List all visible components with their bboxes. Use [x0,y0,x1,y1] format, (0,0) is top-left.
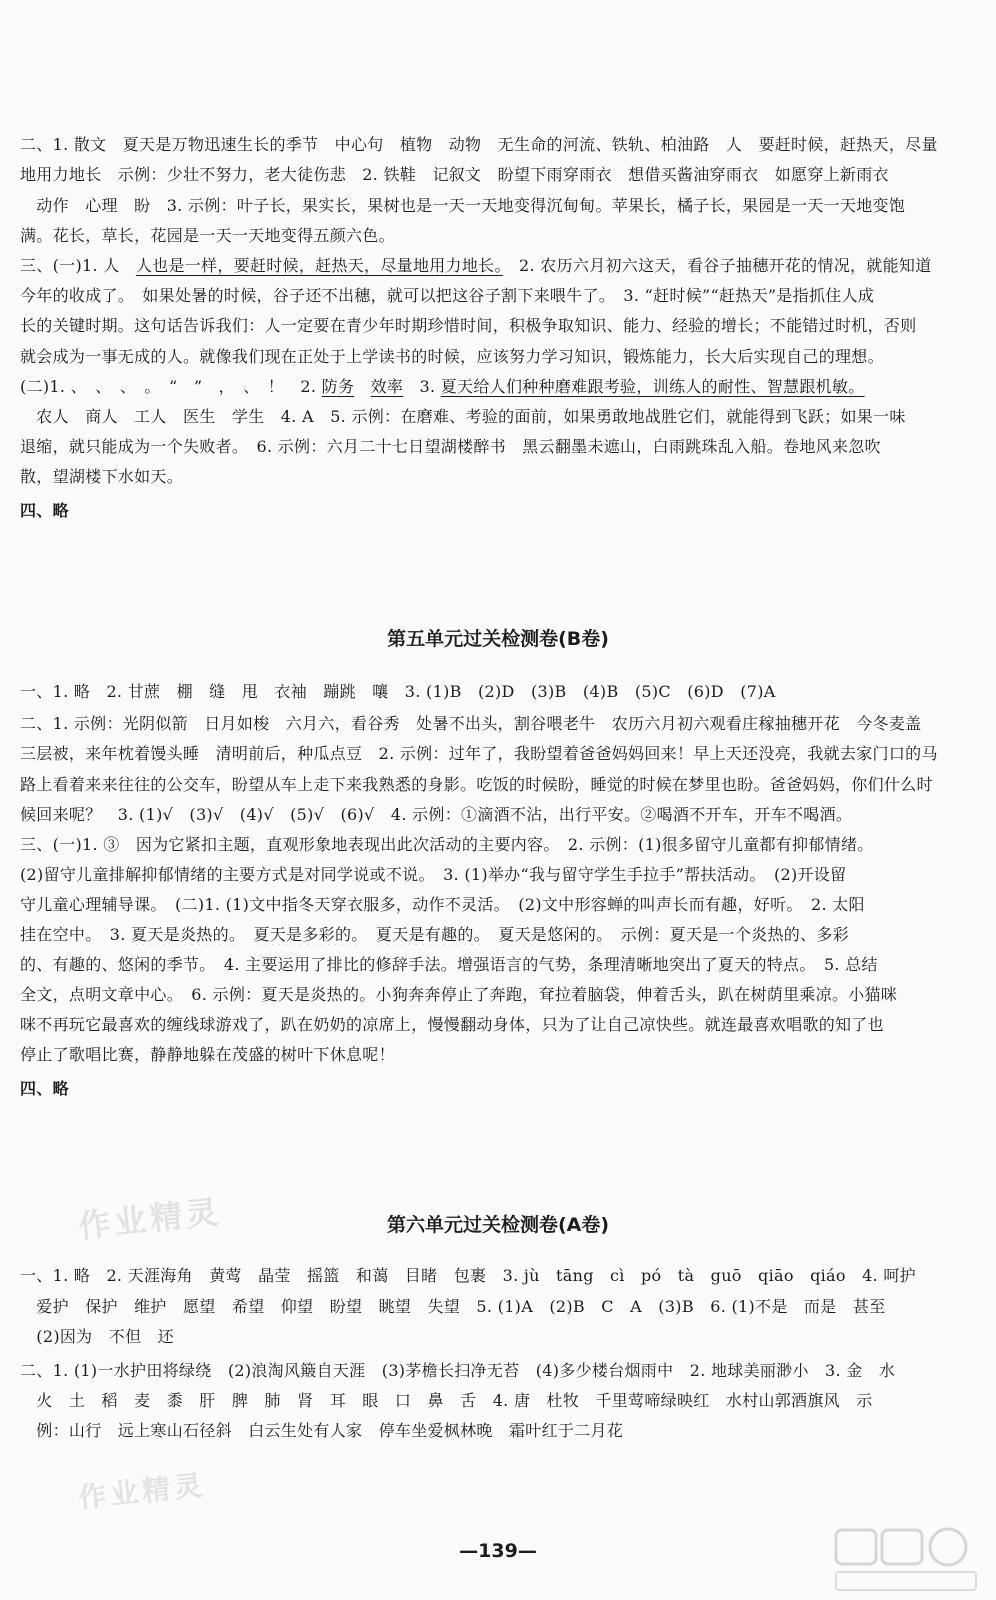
text-line: 一、1. 略 2. 天涯海角 黄莺 晶莹 摇篮 和蔼 目睹 包裹 3. jù tāng cì pó tà guō qiāo qiáo 4. 呵护 [20,1266,916,1285]
text-line: (2)因为 不但 还 [20,1327,174,1346]
section-unit5b [20,682,972,1099]
section-title: 第五单元过关检测卷(B卷) [387,628,609,650]
text-line: 四、略 [20,501,69,520]
text-line: 全文，点明文章中心。 6. 示例：夏天是炎热的。小狗奔奔停止了奔跑，耷拉着脑袋，伸着舌头，趴在树荫里乘凉。小猫咪 [20,985,898,1004]
text-segment: 三、(一)1. 人 [20,256,136,275]
text-line: 四、略 [20,1079,69,1098]
text-segment: 挂在空中。 3. [20,925,132,944]
underlined-answer: 人也是一样，要赶时候，赶热天，尽量地用力地长。 [135,256,503,275]
text-line: 退缩，就只能成为一个失败者。 6. 示例：六月二十七日望湖楼醉书 黑云翻墨未遮山，白雨跳珠乱入船。卷地风来忽吹 [20,437,881,456]
text-line: 长的关键时期。这句话告诉我们：人一定要在青少年时期珍惜时间，积极争取知识、能力、经验的增长；不能错过时机，否则 [20,316,917,335]
wavy-underlined-answer: 夏天是炎热的。 [131,925,238,944]
text-line: 咪不再玩它最喜欢的缠线球游戏了，趴在奶奶的凉席上，慢慢翻动身体，只为了让自己凉快些。就连最喜欢唱歌的知了也 [20,1015,884,1034]
wavy-underlined-answer: 夏天是悠闲的。 [498,925,605,944]
section-four-a [20,135,972,521]
text-line: 二、1. 示例：光阴似箭 日月如梭 六月六，看谷秀 处暑不出头，割谷喂老牛 农历六月初六观看庄稼抽穗开花 今冬麦盖 [20,714,922,733]
wavy-underlined-answer: 夏天是有趣的。 [375,925,483,944]
underlined-answer: 防务 [321,377,355,396]
text-line: 地用力地长 示例：少壮不努力，老大徒伤悲 2. 铁鞋 记叙文 盼望下雨穿雨衣 想借买酱油穿雨衣 如愿穿上新雨衣 [20,165,889,184]
text-line: 一、1. 略 2. 甘蔗 棚 缝 甩 衣袖 蹦跳 嚷 3. (1)B (2)D (3)B (4)B (5)C (6)D (7)A [20,682,776,701]
text-line: 路上看着来来往往的公交车，盼望从车上走下来我熟悉的身影。吃饭的时候盼，睡觉的时候在梦里也盼。爸爸妈妈，你们什么时 [20,775,933,794]
text-line: 守儿童心理辅导课。 (二)1. (1)文中指冬天穿衣服多，动作不灵活。 (2)文中形容蝉的叫声长而有趣，好听。 2. 太阳 [20,895,865,914]
text-line: 二、1. (1)一水护田将绿绕 (2)浪淘风簸自天涯 (3)茅檐长扫净无苔 (4)多少楼台烟雨中 2. 地球美丽渺小 3. 金 水 [20,1361,896,1380]
text-line: 农人 商人 工人 医生 学生 4. A 5. 示例：在磨难、考验的面前，如果勇敢地战胜它们，就能得到飞跃；如果一味 [20,407,906,426]
text-line [20,925,972,945]
text-line [20,256,972,276]
text-line: 三层被，来年枕着馒头睡 清明前后，种瓜点豆 2. 示例：过年了，我盼望着爸爸妈妈回来！早上天还没亮，我就去家门口的马 [20,744,938,763]
page-number: —139— [459,1540,537,1562]
text-line: 爱护 保护 维护 愿望 希望 仰望 盼望 眺望 失望 5. (1)A (2)B C A (3)B 6. (1)不是 而是 甚至 [20,1297,886,1316]
text-line: 动作 心理 盼 3. 示例：叶子长，果实长，果树也是一天一天地变得沉甸甸。苹果长，橘子长，果园是一天一天地变饱 [20,196,906,215]
text-segment: 示例：夏天是一个炎热的、多彩 [604,925,849,944]
section-title: 第六单元过关检测卷(A卷) [386,1214,610,1236]
text-line: 候回来呢？ 3. (1)√ (3)√ (4)√ (5)√ (6)√ 4. 示例：①滴酒不沾，出行平安。②喝酒不开车，开车不喝酒。 [20,805,853,824]
text-line: 今年的收成了。 如果处暑的时候，谷子还不出穗，就可以把这谷子割下来喂牛了。 3. “赶时候”“赶热天”是指抓住人成 [20,286,875,305]
text-segment: 2. 农历六月初六这天，看谷子抽穗开花的情况，就能知道 [502,256,932,275]
watermark: 作业精灵 [76,1468,208,1515]
text-line: (2)留守儿童排解抑郁情绪的主要方式是对同学说或不说。 3. (1)举办“我与留守学生手拉手”帮扶活动。 (2)开设留 [20,865,847,884]
wavy-underlined-answer: 夏天是多彩的。 [253,925,360,944]
underlined-answer: 夏天给人们种种磨难跟考验，训练人的耐性、智慧跟机敏。 [440,377,865,396]
text-line: 停止了歌唱比赛，静静地躲在茂盛的树叶下休息呢！ [20,1045,395,1064]
text-line: 的、有趣的、悠闲的季节。 4. 主要运用了排比的修辞手法。增强语言的气势，条理清晰地突出了夏天的特点。 5. 总结 [20,955,878,974]
text-line [20,377,972,397]
text-line: 散，望湖楼下水如天。 [20,467,184,486]
section-unit6a [20,1266,972,1441]
text-segment: (二)1. 、 、 、 。 “ ” ， 、 ！ 2. [20,377,322,396]
text-line: 满。花长，草长，花园是一天一天地变得五颜六色。 [20,226,395,245]
watermark-logo-icon [832,1524,982,1594]
text-segment: 3. [403,377,441,396]
text-line: 例：山行 远上寒山石径斜 白云生处有人家 停车坐爱枫林晚 霜叶红于二月花 [20,1421,624,1440]
text-line: 三、(一)1. ③ 因为它紧扣主题，直观形象地表现出此次活动的主要内容。 2. 示例：(1)很多留守儿童都有抑郁情绪。 [20,835,874,854]
text-line: 火 土 稻 麦 黍 肝 脾 肺 肾 耳 眼 口 鼻 舌 4. 唐 杜牧 千里莺啼绿映红 水村山郭酒旗风 示 [20,1391,873,1410]
text-line: 二、1. 散文 夏天是万物迅速生长的季节 中心句 植物 动物 无生命的河流、铁轨、柏油路 人 要赶时候，赶热天，尽量 [20,135,938,154]
watermark: 作业精灵 [76,1192,224,1246]
underlined-answer: 效率 [370,377,404,396]
text-line: 就会成为一事无成的人。就像我们现在正处于上学读书的时候，应该努力学习知识，锻炼能力，长大后实现自己的理想。 [20,347,884,366]
